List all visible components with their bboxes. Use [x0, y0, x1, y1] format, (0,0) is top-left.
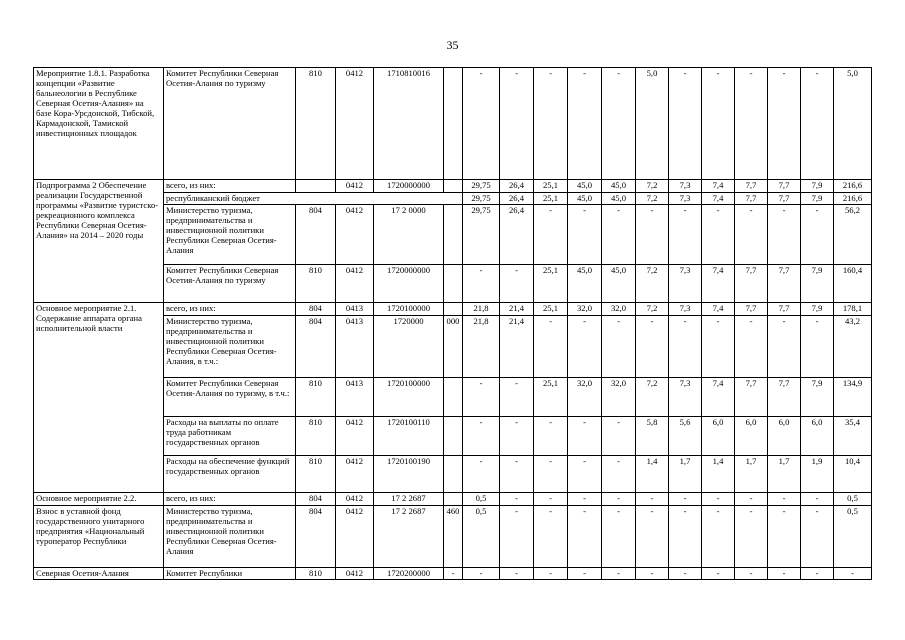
table-cell: [444, 303, 463, 316]
table-cell: -: [534, 205, 568, 265]
table-cell: Комитет Республики Северная Осетия-Алания по туризму: [164, 265, 296, 303]
table-cell: Комитет Республики Северная Осетия-Алания по туризму: [164, 68, 296, 180]
table-cell: -: [500, 378, 534, 417]
table-cell: -: [568, 68, 602, 180]
table-cell: 7,2: [636, 303, 669, 316]
table-cell: -: [500, 417, 534, 456]
table-cell: -: [463, 456, 500, 493]
table-cell: 7,7: [735, 180, 768, 193]
table-cell: -: [568, 456, 602, 493]
table-cell: 804: [296, 493, 336, 506]
table-cell: 43,2: [834, 316, 872, 378]
table-cell: 134,9: [834, 378, 872, 417]
table-cell: -: [669, 493, 702, 506]
table-row: [34, 568, 872, 580]
table-cell: 7,4: [702, 193, 735, 205]
table-cell: -: [602, 316, 636, 378]
table-row: [34, 303, 872, 316]
table-cell: -: [500, 265, 534, 303]
table-cell: 0412: [336, 205, 374, 265]
table-cell: [444, 205, 463, 265]
table-cell: 7,2: [636, 193, 669, 205]
table-cell: Основное мероприятие 2.2.: [34, 493, 164, 506]
table-cell: -: [568, 205, 602, 265]
table-cell: 7,4: [702, 303, 735, 316]
table-cell: Министерство туризма, предпринимательства и инвестиционной политики Республики Северная Осетия-Алания: [164, 506, 296, 568]
table-cell: 810: [296, 265, 336, 303]
table-cell: -: [801, 316, 834, 378]
table-cell: 6,0: [768, 417, 801, 456]
table-cell: -: [636, 568, 669, 580]
table-cell: 7,7: [768, 265, 801, 303]
table-cell: 0412: [336, 493, 374, 506]
table-cell: 0412: [336, 568, 374, 580]
table-row: [34, 180, 872, 193]
table-cell: 7,7: [768, 180, 801, 193]
table-cell: -: [801, 68, 834, 180]
table-cell: 7,4: [702, 265, 735, 303]
table-cell: 56,2: [834, 205, 872, 265]
table-cell: -: [636, 205, 669, 265]
table-cell: -: [801, 568, 834, 580]
table-cell: -: [669, 316, 702, 378]
table-cell: 804: [296, 303, 336, 316]
table-cell: 29,75: [463, 205, 500, 265]
table-cell: 810: [296, 456, 336, 493]
table-cell: -: [702, 506, 735, 568]
table-cell: 7,3: [669, 180, 702, 193]
table-cell: 810: [296, 68, 336, 180]
table-cell: 1720100000: [374, 378, 444, 417]
table-cell: -: [735, 493, 768, 506]
table-cell: -: [602, 68, 636, 180]
table-cell: 0412: [336, 456, 374, 493]
table-cell: -: [735, 506, 768, 568]
table-cell: 5,0: [636, 68, 669, 180]
table-cell: 5,6: [669, 417, 702, 456]
table-cell: -: [801, 493, 834, 506]
table-cell: 160,4: [834, 265, 872, 303]
table-cell: 1,9: [801, 456, 834, 493]
table-cell: [444, 417, 463, 456]
table-cell: 29,75: [463, 193, 500, 205]
table-cell: Министерство туризма, предпринимательства и инвестиционной политики Республики Северная Осетия-Алания, в т.ч.:: [164, 316, 296, 378]
table-cell: -: [534, 316, 568, 378]
table-cell: 216,6: [834, 193, 872, 205]
table-cell: [444, 68, 463, 180]
table-cell: 1720000000: [374, 265, 444, 303]
table-cell: -: [702, 205, 735, 265]
table-cell: -: [702, 68, 735, 180]
table-cell: -: [602, 205, 636, 265]
table-cell: 1720100190: [374, 456, 444, 493]
table-cell: -: [568, 316, 602, 378]
table-cell: -: [768, 568, 801, 580]
table-cell: 5,0: [834, 68, 872, 180]
table-cell: -: [768, 205, 801, 265]
table-cell: 804: [296, 506, 336, 568]
table-cell: -: [735, 68, 768, 180]
table-cell: 45,0: [602, 265, 636, 303]
table-cell: 7,4: [702, 180, 735, 193]
table-cell: 25,1: [534, 193, 568, 205]
table-cell: 7,7: [735, 193, 768, 205]
table-cell: 0412: [336, 180, 374, 193]
table-cell: -: [702, 568, 735, 580]
table-cell: [444, 456, 463, 493]
table-cell: -: [500, 506, 534, 568]
table-cell: 45,0: [568, 265, 602, 303]
table-cell: 32,0: [568, 378, 602, 417]
table-cell: 0,5: [834, 493, 872, 506]
table-cell: 7,2: [636, 180, 669, 193]
table-cell: -: [636, 506, 669, 568]
table-cell: 21,4: [500, 316, 534, 378]
table-cell: 5,8: [636, 417, 669, 456]
table-cell: 1720100000: [374, 303, 444, 316]
table-cell: 178,1: [834, 303, 872, 316]
table-cell: -: [500, 568, 534, 580]
table-cell: 0412: [336, 68, 374, 180]
table-cell: -: [801, 205, 834, 265]
table-cell: -: [768, 506, 801, 568]
table-cell: 25,1: [534, 378, 568, 417]
table-cell: -: [702, 493, 735, 506]
table-cell: 32,0: [602, 378, 636, 417]
table-cell: 25,1: [534, 180, 568, 193]
table-cell: 7,2: [636, 265, 669, 303]
table-cell: -: [500, 493, 534, 506]
table-cell: 45,0: [602, 193, 636, 205]
table-cell: -: [834, 568, 872, 580]
table-cell: 7,7: [768, 303, 801, 316]
table-cell: всего, из них:: [164, 180, 296, 193]
table-cell: -: [463, 265, 500, 303]
table-cell: 1710810016: [374, 68, 444, 180]
table-cell: Основное мероприятие 2.1. Содержание аппарата органа исполнительной власти: [34, 303, 164, 493]
table-cell: -: [602, 493, 636, 506]
table-cell: 0413: [336, 303, 374, 316]
table-cell: Министерство туризма, предпринимательства и инвестиционной политики Республики Северная Осетия-Алания: [164, 205, 296, 265]
table-cell: [444, 265, 463, 303]
table-cell: Комитет Республики Северная Осетия-Алания по туризму, в т.ч.:: [164, 378, 296, 417]
table-cell: 7,3: [669, 265, 702, 303]
table-cell: 21,8: [463, 316, 500, 378]
table-cell: [444, 180, 463, 193]
table-cell: -: [735, 568, 768, 580]
table-cell: -: [534, 68, 568, 180]
table-cell: Расходы на выплаты по оплате труда работникам государственных органов: [164, 417, 296, 456]
table-cell: 0413: [336, 378, 374, 417]
table-cell: -: [636, 493, 669, 506]
table-cell: -: [444, 568, 463, 580]
table-cell: -: [801, 506, 834, 568]
table-cell: 000: [444, 316, 463, 378]
table-row: [34, 68, 872, 180]
table-cell: 1,4: [636, 456, 669, 493]
budget-table: [33, 67, 872, 580]
table-cell: -: [669, 506, 702, 568]
table-cell: 1,7: [735, 456, 768, 493]
table-cell: всего, из них:: [164, 303, 296, 316]
table-cell: 17 2 0000: [374, 205, 444, 265]
table-cell: -: [702, 316, 735, 378]
table-cell: -: [768, 316, 801, 378]
table-cell: 0,5: [463, 493, 500, 506]
table-cell: 1720000: [374, 316, 444, 378]
table-cell: 35,4: [834, 417, 872, 456]
table-cell: Подпрограмма 2 Обеспечение реализации Государственной программы «Развитие туристско-рекреационного комплекса Республики Северная Осетия-Алания» на 2014 – 2020 годы: [34, 180, 164, 303]
table-cell: -: [669, 568, 702, 580]
table-cell: -: [534, 493, 568, 506]
table-cell: 32,0: [568, 303, 602, 316]
table-cell: 6,0: [735, 417, 768, 456]
table-cell: Мероприятие 1.8.1. Разработка концепции «Развитие бальнеологии в Республике Северная Осетия-Алания» на базе Кора-Урсдонской, Тибской, Кармадонской, Тамиской инвестиционных площадок: [34, 68, 164, 180]
table-cell: -: [568, 568, 602, 580]
table-cell: Расходы на обеспечение функций государственных органов: [164, 456, 296, 493]
table-cell: 45,0: [568, 180, 602, 193]
table-cell: -: [500, 68, 534, 180]
table-cell: 1720000000: [374, 180, 444, 193]
table-cell: 0,5: [463, 506, 500, 568]
table-cell: 7,7: [768, 193, 801, 205]
table-cell: 7,7: [768, 378, 801, 417]
table-cell: 25,1: [534, 265, 568, 303]
table-cell: 7,9: [801, 378, 834, 417]
table-cell: 1,4: [702, 456, 735, 493]
page-number: 35: [446, 38, 459, 52]
table-cell: 21,4: [500, 303, 534, 316]
table-cell: 7,7: [735, 265, 768, 303]
table-cell: 7,9: [801, 193, 834, 205]
table-cell: 7,2: [636, 378, 669, 417]
table-cell: -: [463, 378, 500, 417]
table-cell: -: [534, 417, 568, 456]
table-cell: 25,1: [534, 303, 568, 316]
table-cell: 26,4: [500, 205, 534, 265]
table-cell: 26,4: [500, 180, 534, 193]
table-cell: -: [534, 506, 568, 568]
table-cell: -: [568, 417, 602, 456]
table-cell: -: [602, 506, 636, 568]
table-cell: 1,7: [669, 456, 702, 493]
table-cell: 29,75: [463, 180, 500, 193]
table-cell: 7,9: [801, 180, 834, 193]
table-cell: -: [735, 205, 768, 265]
table-cell: 810: [296, 568, 336, 580]
table-cell: 460: [444, 506, 463, 568]
table-cell: -: [735, 316, 768, 378]
table-cell: -: [602, 417, 636, 456]
table-cell: [444, 378, 463, 417]
table-cell: 32,0: [602, 303, 636, 316]
table-cell: 0413: [336, 316, 374, 378]
table-cell: -: [768, 493, 801, 506]
table-cell: -: [463, 68, 500, 180]
table-cell: 810: [296, 417, 336, 456]
table-cell: 21,8: [463, 303, 500, 316]
table-cell: 7,4: [702, 378, 735, 417]
table-cell: 7,3: [669, 303, 702, 316]
table-cell: всего, из них:: [164, 493, 296, 506]
table-cell: 10,4: [834, 456, 872, 493]
table-cell: 7,3: [669, 378, 702, 417]
table-cell: -: [568, 506, 602, 568]
table-cell: -: [602, 568, 636, 580]
table-cell: 26,4: [500, 193, 534, 205]
table-cell: -: [463, 417, 500, 456]
table-cell: 0,5: [834, 506, 872, 568]
table-cell: 1720100110: [374, 417, 444, 456]
table-cell: -: [463, 568, 500, 580]
table-cell: 6,0: [801, 417, 834, 456]
table-cell: 216,6: [834, 180, 872, 193]
table-cell: [296, 180, 336, 193]
table-cell: -: [500, 456, 534, 493]
table-cell: 7,9: [801, 303, 834, 316]
table-cell: 7,7: [735, 378, 768, 417]
table-cell: 7,7: [735, 303, 768, 316]
table-cell: 804: [296, 316, 336, 378]
table-cell: 7,9: [801, 265, 834, 303]
table-cell: 0412: [336, 265, 374, 303]
table-cell: -: [568, 493, 602, 506]
table-cell: 6,0: [702, 417, 735, 456]
table-row: [34, 493, 872, 506]
table-cell: -: [602, 456, 636, 493]
table-cell: Комитет Республики: [164, 568, 296, 580]
table-cell: -: [669, 68, 702, 180]
table-cell: 45,0: [568, 193, 602, 205]
table-cell: 0412: [336, 506, 374, 568]
table-cell: 17 2 2687: [374, 493, 444, 506]
table-cell: 1720200000: [374, 568, 444, 580]
table-cell: -: [768, 68, 801, 180]
table-cell: 0412: [336, 417, 374, 456]
table-cell: 17 2 2687: [374, 506, 444, 568]
table-cell: 810: [296, 378, 336, 417]
table-cell: Взнос в уставной фонд государственного унитарного предприятия «Национальный туроператор Республики: [34, 506, 164, 568]
table-cell: -: [669, 205, 702, 265]
table-row: [34, 506, 872, 568]
table-cell: 45,0: [602, 180, 636, 193]
table-cell: республиканский бюджет: [164, 193, 463, 205]
table-cell: [444, 493, 463, 506]
table-cell: Северная Осетия-Алания: [34, 568, 164, 580]
table-cell: -: [534, 568, 568, 580]
table-cell: 1,7: [768, 456, 801, 493]
table-cell: 804: [296, 205, 336, 265]
table-cell: 7,3: [669, 193, 702, 205]
table-cell: -: [534, 456, 568, 493]
table-cell: -: [636, 316, 669, 378]
